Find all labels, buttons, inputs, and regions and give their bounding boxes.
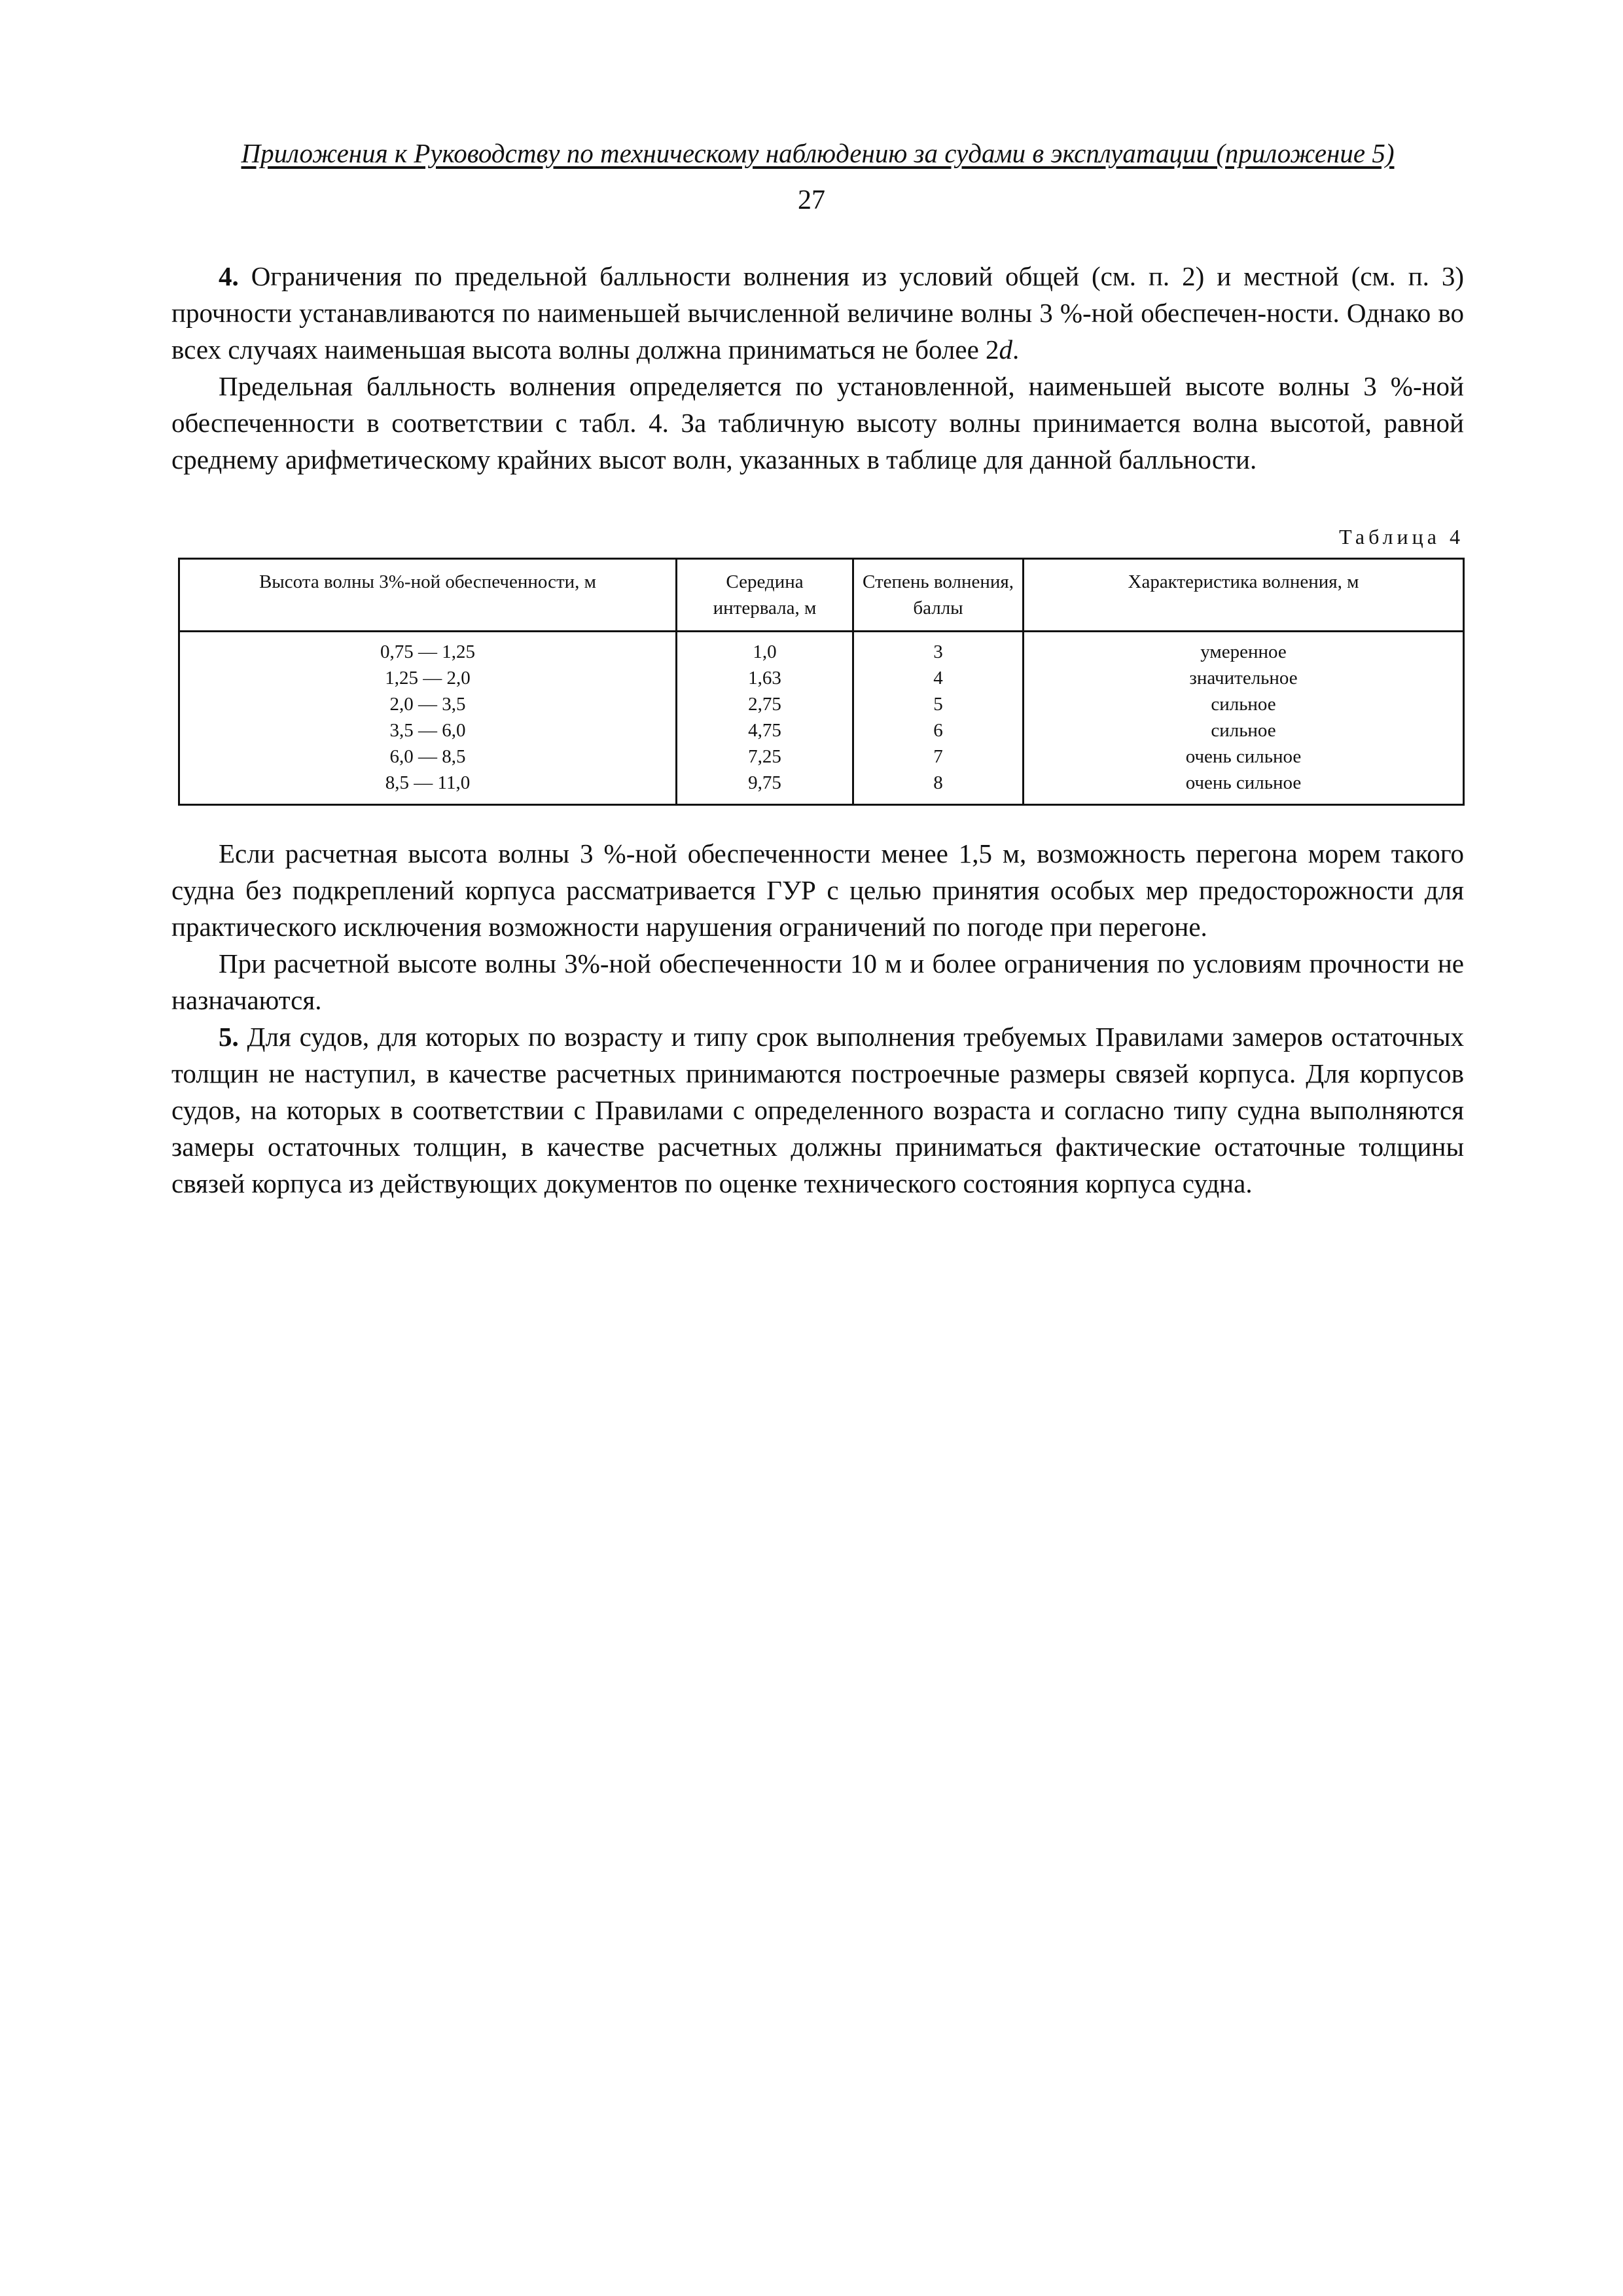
table-cell: 6,0 — 8,5 xyxy=(179,744,677,770)
table-row xyxy=(179,717,1464,744)
table-caption: Таблица 4 xyxy=(1339,525,1464,548)
table-body xyxy=(179,632,1464,805)
table-header-row xyxy=(179,559,1464,632)
paragraph-4 xyxy=(171,258,1464,368)
table-cell: сильное xyxy=(1024,691,1464,717)
table-cell: очень сильное xyxy=(1024,744,1464,770)
formula-variable: d xyxy=(999,334,1013,365)
table-row xyxy=(179,744,1464,770)
table-cell: 1,25 — 2,0 xyxy=(179,665,677,691)
table-cell: 5 xyxy=(853,691,1024,717)
paragraph-5 xyxy=(171,1018,1464,1202)
table-cell: 9,75 xyxy=(677,770,853,805)
paragraph-number: 5. xyxy=(219,1022,239,1052)
table-cell: 0,75 — 1,25 xyxy=(179,632,677,666)
paragraph-wave-scale xyxy=(171,368,1464,478)
text-block-bottom xyxy=(171,835,1464,1202)
page-number: 27 xyxy=(798,185,825,215)
paragraph-text: При расчетной высоте волны 3%-ной обеспеченности 10 м и более ограничения по условиям прочности не назначаются. xyxy=(171,948,1464,1015)
table-cell: сильное xyxy=(1024,717,1464,744)
paragraph-number: 4. xyxy=(219,261,239,291)
paragraph-transit xyxy=(171,835,1464,945)
running-title: Приложения к Руководству по техническому наблюдению за судами в эксплуатации (приложение 5) xyxy=(241,138,1395,168)
text-block-top xyxy=(171,258,1464,478)
paragraph-text: Если расчетная высота волны 3 %-ной обеспеченности менее 1,5 м, возможность перегона морем такого судна без подкреплений корпуса рассматривается ГУР с целью принятия особых мер предосторожности для практического исключения возможности нарушения ограничений по погоде при перегоне. xyxy=(171,838,1464,942)
column-header: Середина интервала, м xyxy=(677,559,853,632)
table-cell: 8,5 — 11,0 xyxy=(179,770,677,805)
table-cell: 6 xyxy=(853,717,1024,744)
table-row xyxy=(179,665,1464,691)
table-cell: 7,25 xyxy=(677,744,853,770)
table-row xyxy=(179,632,1464,666)
table-cell: 7 xyxy=(853,744,1024,770)
table-cell: 8 xyxy=(853,770,1024,805)
table-cell: 1,0 xyxy=(677,632,853,666)
table-cell: очень сильное xyxy=(1024,770,1464,805)
paragraph-no-limits xyxy=(171,945,1464,1018)
table-cell: 1,63 xyxy=(677,665,853,691)
column-header: Степень волнения, баллы xyxy=(853,559,1024,632)
table-row xyxy=(179,691,1464,717)
paragraph-text: Для судов, для которых по возрасту и типу срок выполнения требуемых Правилами замеров остаточных толщин не наступил, в качестве расчетных принимаются построечные размеры связей корпуса. Для корпусов судов, на которых в соответствии с Правилами с определенного возраста и согласно типу судна выполняются замеры остаточных толщин, в качестве расчетных должны приниматься фактические остаточные толщины связей корпуса из действующих документов по оценке технического состояния корпуса судна. xyxy=(171,1022,1464,1198)
paragraph-text: Ограничения по предельной балльности волнения из условий общей (см. п. 2) и местной (см. п. 3) прочности устанавливаются по наименьшей вычисленной величине волны 3 %-ной обеспечен-ности. Однако во всех случаях наименьшая высота волны должна приниматься не более 2 xyxy=(171,261,1464,365)
table-cell: 4,75 xyxy=(677,717,853,744)
table-cell: 2,0 — 3,5 xyxy=(179,691,677,717)
table-row xyxy=(179,770,1464,805)
table-cell: 3,5 — 6,0 xyxy=(179,717,677,744)
column-header: Характеристика волнения, м xyxy=(1024,559,1464,632)
paragraph-text: Предельная балльность волнения определяется по установленной, наименьшей высоте волны 3 %-ной обеспеченности в соответствии с табл. 4. За табличную высоту волны принимается волна высотой, равной среднему арифметическому крайних высот волн, указанных в таблице для данной балльности. xyxy=(171,371,1464,475)
table-cell: значительное xyxy=(1024,665,1464,691)
table-cell: 3 xyxy=(853,632,1024,666)
wave-table xyxy=(178,558,1465,806)
paragraph-end: . xyxy=(1012,334,1020,365)
table-cell: умеренное xyxy=(1024,632,1464,666)
table-cell: 4 xyxy=(853,665,1024,691)
table-cell: 2,75 xyxy=(677,691,853,717)
column-header: Высота волны 3%-ной обеспеченности, м xyxy=(179,559,677,632)
